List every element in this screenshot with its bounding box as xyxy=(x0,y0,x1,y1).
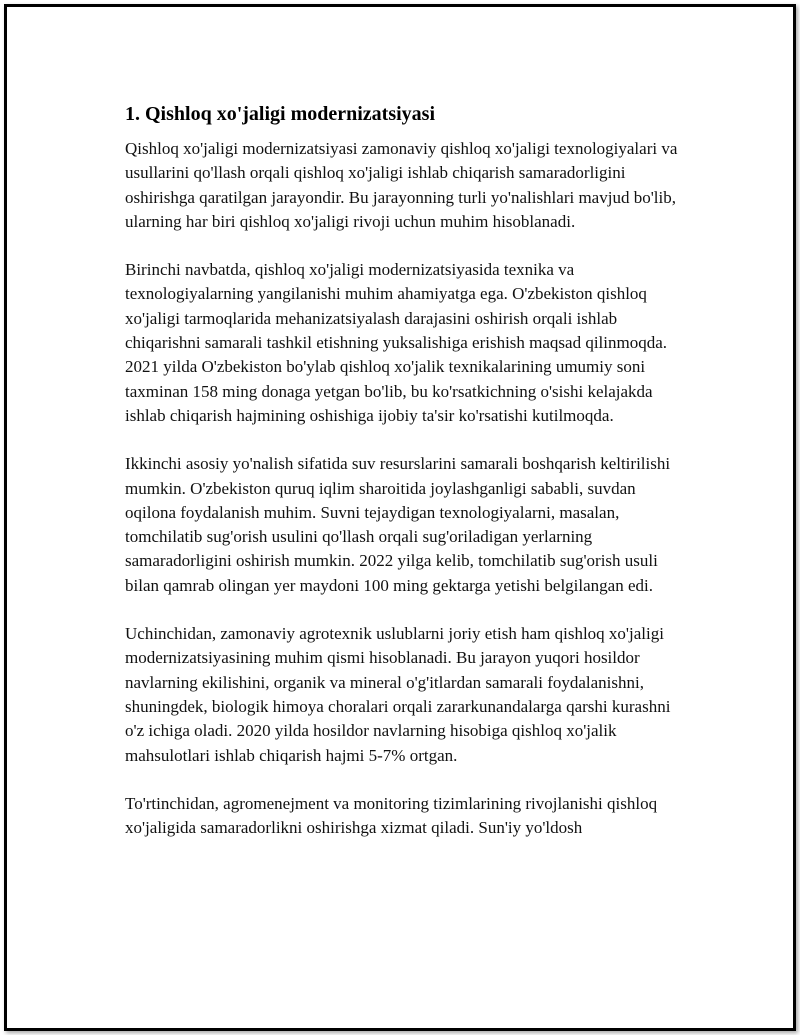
section-heading: 1. Qishloq xo'jaligi modernizatsiyasi xyxy=(125,103,436,125)
document-body xyxy=(125,101,685,864)
paragraph-intro: Qishloq xo'jaligi modernizatsiyasi zamonaviy qishloq xo'jaligi texnologiyalari va usullarini qo'llash orqali qishloq xo'jaligi ishlab chiqarish samaradorligini oshirishga qaratilgan jarayondir. Bu jarayonning turli yo'nalishlari mavjud bo'lib, ularning har biri qishloq xo'jaligi rivoji uchun muhim hisoblanadi. xyxy=(125,139,678,231)
paragraph-water-resources: Ikkinchi asosiy yo'nalish sifatida suv resurslarini samarali boshqarish keltirilishi mumkin. O'zbekiston quruq iqlim sharoitida joylashganligi sababli, suvdan oqilona foydalanish muhim. Suvni tejaydigan texnologiyalarni, masalan, tomchilatib sug'orish usulini qo'llash orqali sug'oriladigan yerlarning samaradorligini oshirish mumkin. 2022 yilga kelib, tomchilatib sug'orish usuli bilan qamrab olingan yer maydoni 100 ming gektarga yetishi belgilangan edi. xyxy=(125,454,671,595)
paragraph-machinery: Birinchi navbatda, qishloq xo'jaligi modernizatsiyasida texnika va texnologiyalarning yangilanishi muhim ahamiyatga ega. O'zbekiston qishloq xo'jaligi tarmoqlarida mehanizatsiyalash darajasini oshirish orqali ishlab chiqarishni samarali tashkil etishning yuksalishiga erishish maqsad qilinmoqda. 2021 yilda O'zbekiston bo'ylab qishloq xo'jalik texnikalarining umumiy soni taxminan 158 ming donaga yetgan bo'lib, bu ko'rsatkichning o'sishi kelajakda ishlab chiqarish hajmining oshishiga ijobiy ta'sir ko'rsatishi kutilmoqda. xyxy=(125,260,668,425)
document-page xyxy=(4,4,796,1031)
paragraph-agrotechnics: Uchinchidan, zamonaviy agrotexnik uslublarni joriy etish ham qishloq xo'jaligi modernizatsiyasining muhim qismi hisoblanadi. Bu jarayon yuqori hosildor navlarning ekilishini, organik va mineral o'g'itlardan samarali foydalanishni, shuningdek, biologik himoya choralari orqali zararkunandalarga qarshi kurashni o'z ichiga oladi. 2020 yilda hosildor navlarning hisobiga qishloq xo'jalik mahsulotlari ishlab chiqarish hajmi 5-7% ortgan. xyxy=(125,624,671,765)
paragraph-agromanagement: To'rtinchidan, agromenejment va monitoring tizimlarining rivojlanishi qishloq xo'jaligida samaradorlikni oshirishga xizmat qiladi. Sun'iy yo'ldosh xyxy=(125,793,658,838)
